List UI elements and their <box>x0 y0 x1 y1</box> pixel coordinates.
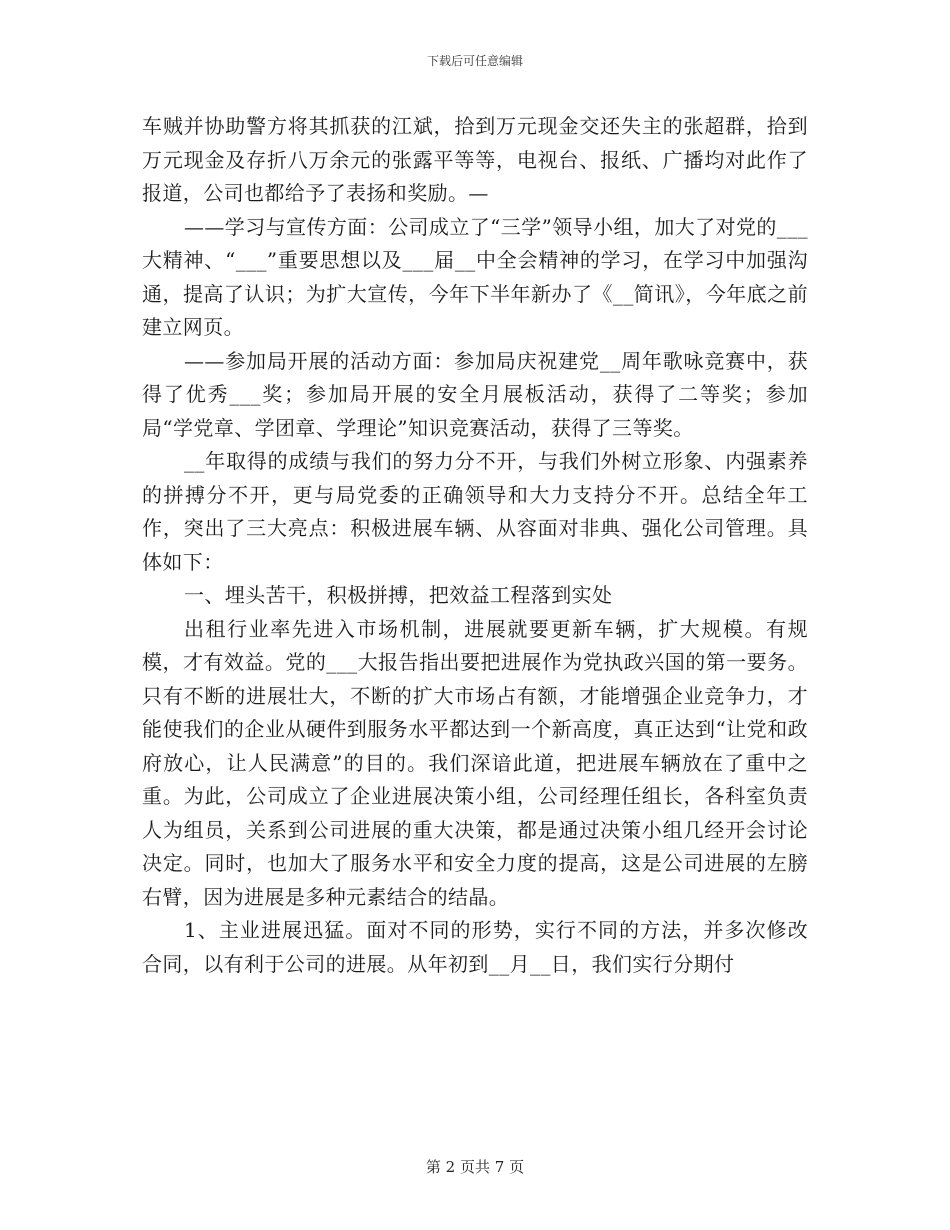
paragraph-6: 1、主业进展迅猛。面对不同的形势，实行不同的方法，并多次修改合同，以有利于公司的进展。从年初到__月__日，我们实行分期付 <box>142 918 808 976</box>
paragraph-5: 出租行业率先进入市场机制，进展就要更新车辆，扩大规模。有规模，才有效益。党的___大报告指出要把进展作为党执政兴国的第一要务。只有不断的进展壮大，不断的扩大市场占有额，才能增强企业竞争力，才能使我们的企业从硬件到服务水平都达到一个新高度，真正达到“让党和政府放心，让人民满意”的目的。我们深谙此道，把进展车辆放在了重中之重。为此，公司成立了企业进展决策小组，公司经理任组长，各科室负责人为组员，关系到公司进展的重大决策，都是通过决策小组几经开会讨论决定。同时，也加大了服务水平和安全力度的提高，这是公司进展的左膀右臂，因为进展是多种元素结合的结晶。 <box>142 616 808 909</box>
document-body <box>142 110 808 981</box>
paragraph-1: 车贼并协助警方将其抓获的江斌，拾到万元现金交还失主的张超群，拾到万元现金及存折八万余元的张露平等等，电视台、报纸、广播均对此作了报道，公司也都给予了表扬和奖励。— <box>142 114 808 205</box>
paragraph-2: ——学习与宣传方面：公司成立了“三学”领导小组，加大了对党的___大精神、“___”重要思想以及___届__中全会精神的学习，在学习中加强沟通，提高了认识；为扩大宣传，今年下半年新办了《__简讯》，今年底之前建立网页。 <box>142 214 808 339</box>
page-header: 下载后可任意编辑 <box>426 54 523 68</box>
page-number: 第 2 页共 7 页 <box>425 1158 525 1176</box>
section-heading-1: 一、埋头苦干，积极拼搏，把效益工程落到实处 <box>184 583 613 607</box>
paragraph-3: ——参加局开展的活动方面：参加局庆祝建党__周年歌咏竞赛中，获得了优秀___奖；参加局开展的安全月展板活动，获得了二等奖；参加局“学党章、学团章、学理论”知识竞赛活动，获得了三等奖。 <box>142 348 808 440</box>
paragraph-4: __年取得的成绩与我们的努力分不开，与我们外树立形象、内强素养的拼搏分不开，更与局党委的正确领导和大力支持分不开。总结全年工作，突出了三大亮点：积极进展车辆、从容面对非典、强化公司管理。具体如下： <box>142 449 808 574</box>
